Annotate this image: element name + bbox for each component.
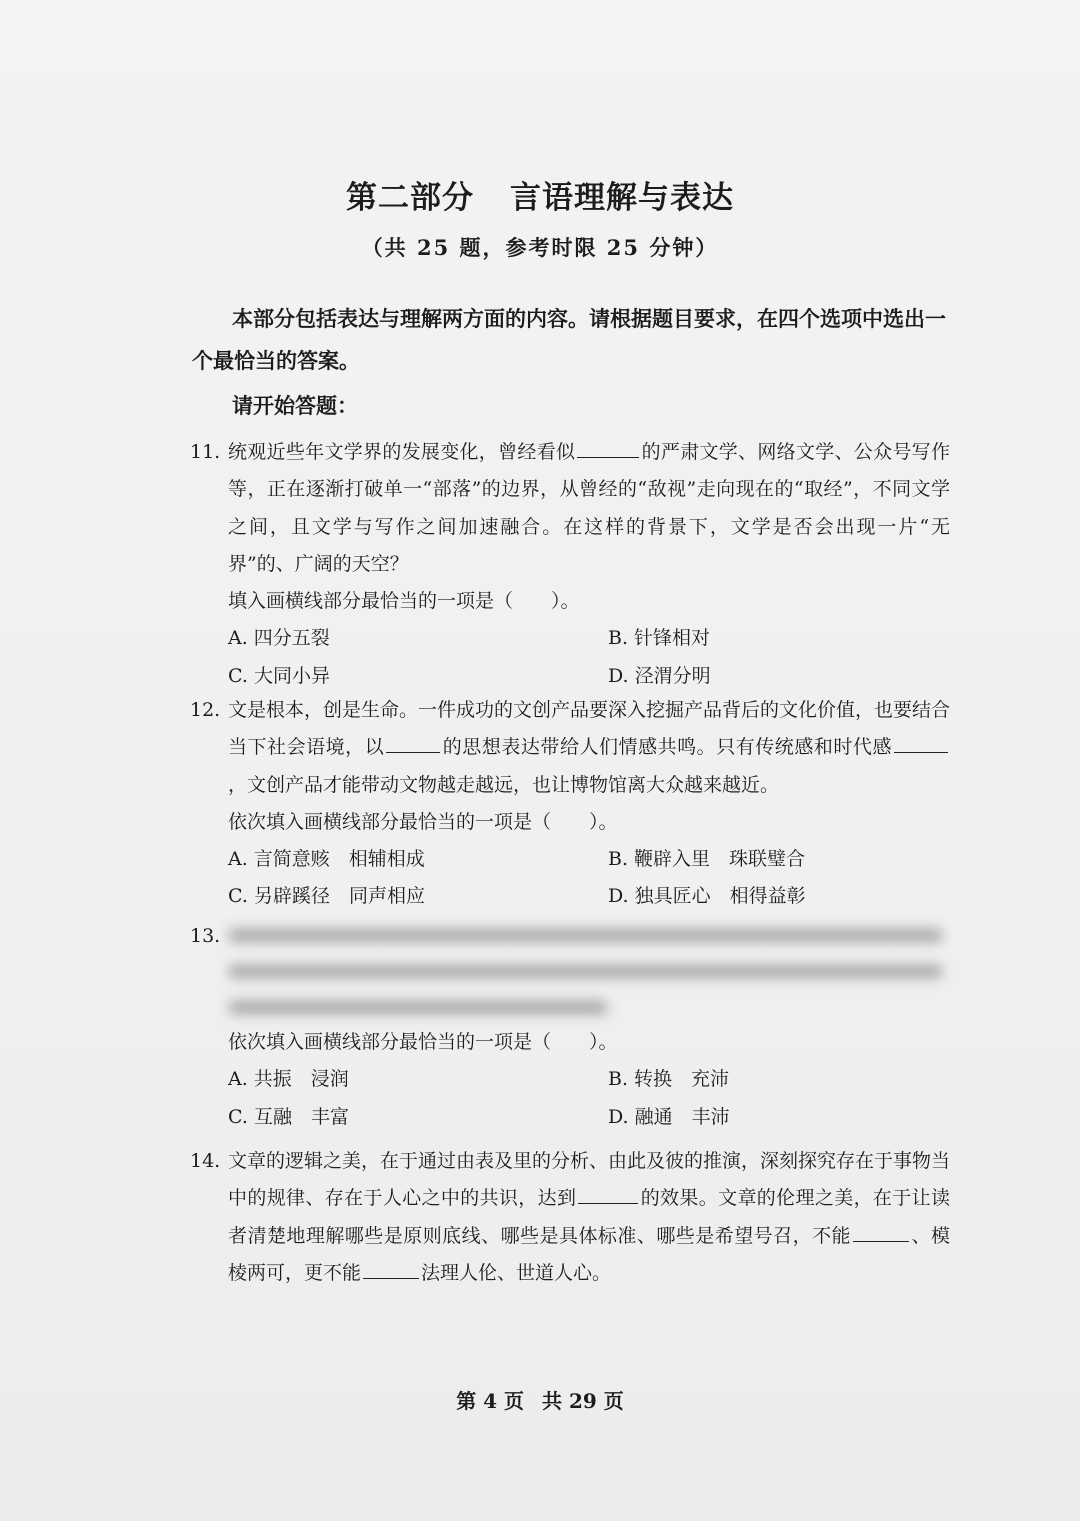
question-text-part: 统观近些年文学界的发展变化，曾经看似 — [228, 441, 576, 463]
question-text-part: 、模棱两可，更不能 — [228, 1224, 950, 1284]
section-title-name: 言语理解与表达 — [510, 180, 734, 216]
blurred-question-text — [228, 918, 950, 1024]
option-b[interactable]: B. 转换 充沛 — [608, 1068, 730, 1091]
instructions — [192, 298, 952, 382]
option-c[interactable]: C. 大同小异 — [228, 664, 330, 687]
question-text-part: 文章的逻辑之美，在于通过由表及里的分析、由此及彼的推演，深刻探究存在于事物当中的规律、存在于人心之中的共识，达到 — [228, 1150, 951, 1210]
fill-blank — [853, 1240, 909, 1242]
fill-blank — [386, 751, 440, 753]
option-c[interactable]: C. 另辟蹊径 同声相应 — [228, 885, 425, 908]
question-prompt: 依次填入画横线部分最恰当的一项是（ ）。 — [228, 1031, 618, 1053]
blur-line — [228, 1000, 608, 1015]
question-number: 12. — [190, 699, 221, 721]
blur-line — [228, 928, 943, 943]
question-text-part: 的思想表达带给人们情感共鸣。只有传统感和时代感 — [442, 736, 892, 759]
question-text — [228, 434, 950, 583]
page-total: 共 29 页 — [542, 1389, 624, 1413]
question-text-part: 法理人伦、世道人心。 — [421, 1261, 612, 1284]
question-11 — [190, 434, 950, 695]
question-13 — [190, 918, 950, 1136]
option-list — [228, 1061, 950, 1136]
fill-blank — [894, 751, 948, 753]
question-text-part: 的效果。文章的伦理之美，在于让读者清楚地理解哪些是原则底线、哪些是具体标准、哪些是希望号召，不能 — [228, 1187, 950, 1247]
option-d[interactable]: D. 泾渭分明 — [608, 664, 711, 687]
section-subtitle: （共 25 题，参考时限 25 分钟） — [361, 235, 719, 260]
fill-blank — [577, 456, 639, 458]
option-a[interactable]: A. 四分五裂 — [228, 627, 330, 650]
option-d[interactable]: D. 融通 丰沛 — [608, 1105, 730, 1128]
question-text — [228, 1143, 950, 1292]
question-12 — [190, 692, 950, 916]
page-footer — [0, 1385, 1080, 1414]
question-text-part: ，文创产品才能带动文物越走越远，也让博物馆离大众越来越近。 — [228, 773, 780, 796]
start-label: 请开始答题： — [232, 394, 358, 418]
question-text-part: 文是根本，创是生命。一件成功的文创产品要深入挖掘产品背后的文化价值，也要结合当下社会语境，以 — [228, 699, 951, 759]
option-list — [228, 841, 950, 916]
question-number: 13. — [190, 925, 221, 947]
option-b[interactable]: B. 鞭辟入里 珠联璧合 — [608, 848, 806, 871]
section-title — [0, 172, 1080, 217]
question-prompt: 依次填入画横线部分最恰当的一项是（ ）。 — [228, 810, 618, 833]
page-number: 第 4 页 — [456, 1389, 525, 1413]
option-d[interactable]: D. 独具匠心 相得益彰 — [608, 885, 806, 908]
question-prompt: 填入画横线部分最恰当的一项是（ ）。 — [228, 590, 580, 613]
option-b[interactable]: B. 针锋相对 — [608, 627, 711, 650]
option-a[interactable]: A. 共振 浸润 — [228, 1068, 349, 1091]
option-c[interactable]: C. 互融 丰富 — [228, 1105, 349, 1128]
option-list — [228, 620, 950, 695]
fill-blank — [578, 1202, 638, 1204]
blur-line — [228, 964, 943, 979]
question-text — [228, 692, 950, 804]
question-number: 14. — [190, 1150, 221, 1172]
question-text-part: 的严肃文学、网络文学、公众号写作等，正在逐渐打破单一“部落”的边界，从曾经的“敌视”走向现在的“取经”，不同文学之间，且文学与写作之间加速融合。在这样的背景下，文学是否会出现一片“无界”的、广阔的天空？ — [228, 441, 950, 575]
instructions-text: 本部分包括表达与理解两方面的内容。请根据题目要求，在四个选项中选出一个最恰当的答案。 — [192, 307, 946, 373]
option-a[interactable]: A. 言简意赅 相辅相成 — [228, 848, 425, 871]
fill-blank — [363, 1277, 419, 1279]
question-14 — [190, 1143, 950, 1292]
question-number: 11. — [190, 441, 221, 463]
section-title-part: 第二部分 — [346, 180, 474, 216]
